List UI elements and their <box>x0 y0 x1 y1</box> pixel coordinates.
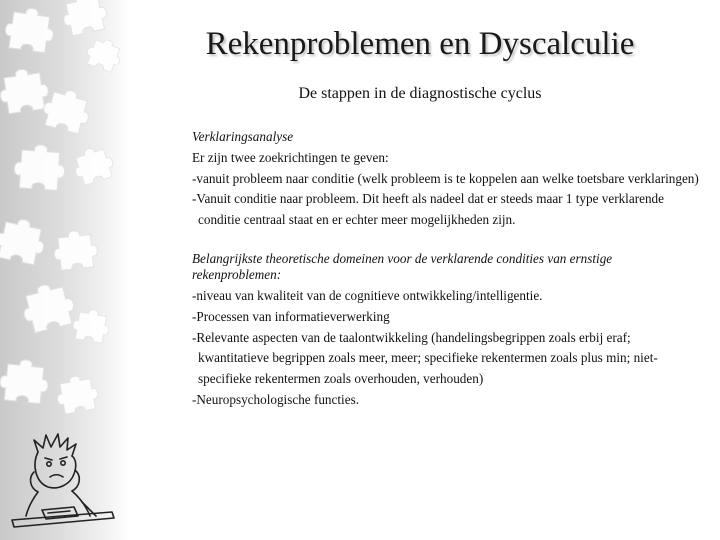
slide-subtitle: De stappen in de diagnostische cyclus <box>298 85 542 102</box>
paragraph-spacer <box>192 231 704 251</box>
slide-title: Rekenproblemen en Dyscalculie <box>205 26 635 62</box>
section2-item: -Relevante aspecten van de taalontwikkeling (handelingsbegrippen zoals erbij eraf; kwantitatieve begrippen zoals meer, meer; specifieke rekentermen zoals plus min; niet-specifieke rekentermen zoals overhouden, verhouden) <box>192 329 658 387</box>
section2-item: -Neuropsychologische functies. <box>192 391 359 407</box>
section2-heading: Belangrijkste theoretische domeinen voor de verklarende condities van ernstige rekenproblemen: <box>192 250 613 282</box>
section1-heading: Verklaringsanalyse <box>192 129 294 144</box>
section1-item: -vanuit probleem naar conditie (welk probleem is te koppelen aan welke toetsbare verklaringen) <box>192 170 699 186</box>
slide-body <box>192 127 704 411</box>
section2-item: -Processen van informatieverwerking <box>192 308 390 324</box>
section2-item: -niveau van kwaliteit van de cognitieve ontwikkeling/intelligentie. <box>192 287 543 303</box>
section1-intro: Er zijn twee zoekrichtingen te geven: <box>192 149 389 165</box>
worried-student-icon <box>8 430 118 535</box>
section1-item: -Vanuit conditie naar probleem. Dit heeft als nadeel dat er steeds maar 1 type verklarende conditie centraal staat en er echter meer mogelijkheden zijn. <box>192 191 664 228</box>
